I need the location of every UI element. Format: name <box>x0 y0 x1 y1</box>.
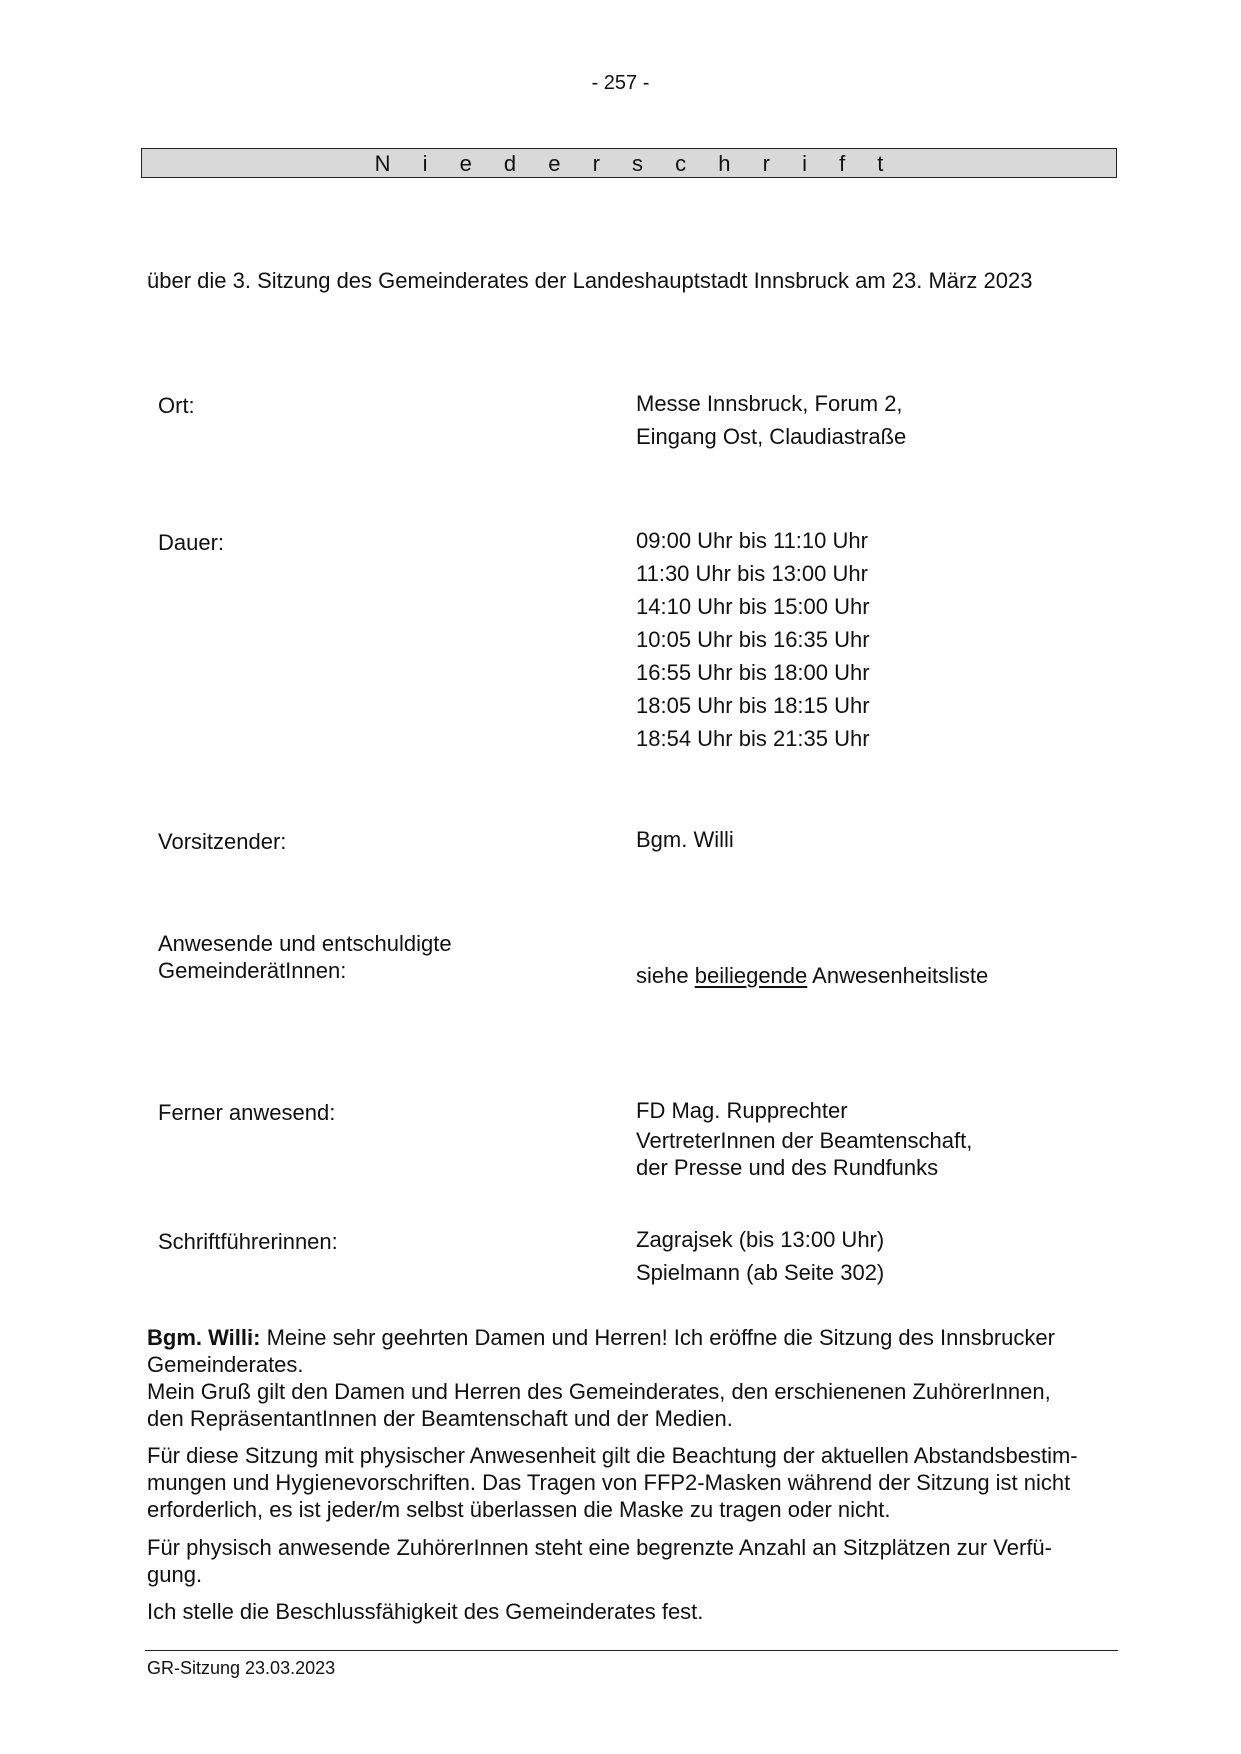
schriftfuehrer-line-2: Spielmann (ab Seite 302) <box>636 1260 885 1285</box>
dauer-line-5: 16:55 Uhr bis 18:00 Uhr <box>636 660 870 685</box>
anwesende-label <box>158 930 452 984</box>
anwesende-label-line-2: GemeinderätInnen: <box>158 958 347 983</box>
paragraph-seating-line-1: Für physisch anwesende ZuhörerInnen steht eine begrenzte Anzahl an Sitzplätzen zur Verfü- <box>147 1535 1052 1560</box>
paragraph-opening-line-4: den RepräsentantInnen der Beamtenschaft und der Medien. <box>147 1406 733 1431</box>
anwesende-value-underlined: beiliegende <box>694 963 808 988</box>
ferner-line-3: der Presse und des Rundfunks <box>636 1155 939 1180</box>
paragraph-quorum-line-1: Ich stelle die Beschlussfähigkeit des Gemeinderates fest. <box>147 1599 704 1624</box>
ferner-label: Ferner anwesend: <box>158 1100 336 1125</box>
schriftfuehrer-value <box>636 1223 884 1289</box>
ort-line-1: Messe Innsbruck, Forum 2, <box>636 391 903 416</box>
document-title: N i e d e r s c h r i f t <box>141 148 1117 178</box>
dauer-line-4: 10:05 Uhr bis 16:35 Uhr <box>636 627 870 652</box>
vorsitzender-label: Vorsitzender: <box>158 829 287 854</box>
paragraph-seating-line-2: gung. <box>147 1562 203 1587</box>
paragraph-opening-line-2: Gemeinderates. <box>147 1352 304 1377</box>
paragraph-opening-line-3: Mein Gruß gilt den Damen und Herren des Gemeinderates, den erschienenen ZuhörerInnen, <box>147 1379 1051 1404</box>
vorsitzender-line-1: Bgm. Willi <box>636 827 734 852</box>
paragraph-opening <box>147 1324 1127 1432</box>
dauer-line-3: 14:10 Uhr bis 15:00 Uhr <box>636 594 870 619</box>
paragraph-hygiene-line-1: Für diese Sitzung mit physischer Anwesenheit gilt die Beachtung der aktuellen Abstandsbestim- <box>147 1443 1078 1468</box>
dauer-line-2: 11:30 Uhr bis 13:00 Uhr <box>636 561 868 586</box>
ferner-line-2: VertreterInnen der Beamtenschaft, <box>636 1128 973 1153</box>
anwesende-label-line-1: Anwesende und entschuldigte <box>158 931 452 956</box>
footer-divider <box>145 1650 1118 1651</box>
anwesende-value <box>636 959 988 992</box>
paragraph-hygiene-line-3: erforderlich, es ist jeder/m selbst überlassen die Maske zu tragen oder nicht. <box>147 1497 891 1522</box>
paragraph-opening-line-1 <box>147 1324 1127 1351</box>
dauer-line-1: 09:00 Uhr bis 11:10 Uhr <box>636 528 868 553</box>
paragraph-hygiene-line-2: mungen und Hygienevorschriften. Das Tragen von FFP2-Masken während der Sitzung ist nicht <box>147 1470 1071 1495</box>
dauer-label: Dauer: <box>158 530 225 555</box>
ort-label: Ort: <box>158 393 195 418</box>
anwesende-value-line <box>636 959 988 992</box>
ferner-line-1: FD Mag. Rupprechter <box>636 1098 848 1123</box>
page-number: - 257 - <box>591 72 650 94</box>
paragraph-hygiene <box>147 1442 1127 1523</box>
paragraph-seating <box>147 1534 1127 1588</box>
schriftfuehrer-label: Schriftführerinnen: <box>158 1229 338 1254</box>
footer-text: GR-Sitzung 23.03.2023 <box>147 1658 336 1678</box>
ort-line-2: Eingang Ost, Claudiastraße <box>636 424 907 449</box>
vorsitzender-value <box>636 823 734 856</box>
dauer-line-7: 18:54 Uhr bis 21:35 Uhr <box>636 726 870 751</box>
schriftfuehrer-line-1: Zagrajsek (bis 13:00 Uhr) <box>636 1227 885 1252</box>
document-subtitle: über die 3. Sitzung des Gemeinderates der Landeshauptstadt Innsbruck am 23. März 2023 <box>147 268 1033 293</box>
speaker-name: Bgm. Willi: <box>147 1325 261 1350</box>
anwesende-value-suffix: Anwesenheitsliste <box>807 963 989 988</box>
paragraph-quorum <box>147 1598 1127 1625</box>
ferner-value <box>636 1094 972 1181</box>
ort-value <box>636 387 906 453</box>
dauer-value <box>636 524 870 755</box>
anwesende-value-prefix: siehe <box>636 963 695 988</box>
opening-text-1: Meine sehr geehrten Damen und Herren! Ich eröffne die Sitzung des Innsbrucker <box>260 1325 1055 1350</box>
dauer-line-6: 18:05 Uhr bis 18:15 Uhr <box>636 693 870 718</box>
